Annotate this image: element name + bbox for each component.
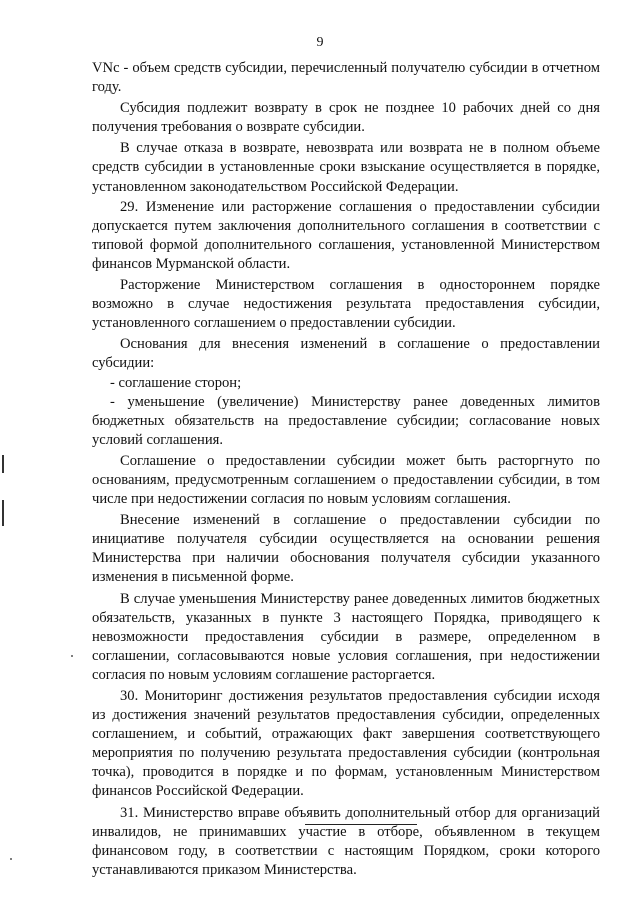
paragraph-limits-reduction: В случае уменьшения Министерству ранее доведенных лимитов бюджетных обязательств, указанных в пункте 3 настоящего Порядка, приводящего к невозможности предоставления субсидии в размере, определенном в соглашении, согласовываются новые условия соглашения, при недостижении согласия по новым условиям соглашение расторгается. <box>92 590 600 683</box>
paragraph-vnc-definition: VNc - объем средств субсидии, перечисленный получателю субсидии в отчетном году. <box>92 60 600 96</box>
paragraph-grounds-for-changes: Основания для внесения изменений в соглашение о предоставлении субсидии: <box>92 336 600 372</box>
scan-speck <box>71 655 73 657</box>
paragraph-recipient-initiative: Внесение изменений в соглашение о предоставлении субсидии по инициативе получателя субсидии осуществляется на основании решения Министерства при наличии обоснования получателя субсидии указанного изменения в письменной форме. <box>92 512 600 586</box>
paragraph-refund-deadline: Субсидия подлежит возврату в срок не позднее 10 рабочих дней со дня получения требования о возврате субсидии. <box>92 100 600 136</box>
paragraph-clause-29: 29. Изменение или расторжение соглашения о предоставлении субсидии допускается путем заключения дополнительного соглашения в соответствии с типовой формой дополнительного соглашения, установленной Министерством финансов Мурманской области. <box>92 198 600 272</box>
scan-margin-mark <box>2 455 4 473</box>
paragraph-clause-31: 31. Министерство вправе объявить дополнительный отбор для организаций инвалидов, не принимавших участие в отборе, объявленном в текущем финансовом году, в соответствии с настоящим Порядком, сроки которого устанавливаются приказом Министерства. <box>92 804 600 878</box>
paragraph-refund-refusal: В случае отказа в возврате, невозврата или возврата не в полном объеме средств субсидии в установленные сроки взыскание осуществляется в порядке, установленном законодательством Российской Федерации. <box>92 140 600 195</box>
end-separator-line <box>305 824 417 825</box>
page-number: 9 <box>316 35 324 50</box>
paragraph-unilateral-termination: Расторжение Министерством соглашения в одностороннем порядке возможно в случае недостижения результата предоставления субсидии, установленного соглашением о предоставлении субсидии. <box>92 277 600 332</box>
list-item-parties-agreement: - соглашение сторон; <box>110 374 242 391</box>
paragraph-clause-30: 30. Мониторинг достижения результатов предоставления субсидии исходя из достижения значений результатов предоставления субсидии, определенных соглашением, и событий, отражающих факт завершения соответствующего мероприятия по получению результата предоставления субсидии (контрольная точка), проводится в порядке и по формам, установленным Министерством финансов Российской Федерации. <box>92 688 600 800</box>
list-item-limits-change: - уменьшение (увеличение) Министерству ранее доведенных лимитов бюджетных обязательств на предоставление субсидии; согласование новых условий соглашения. <box>92 393 600 448</box>
scan-margin-mark <box>2 500 4 526</box>
document-body <box>92 59 600 880</box>
paragraph-termination-grounds: Соглашение о предоставлении субсидии может быть расторгнуто по основаниям, предусмотренным соглашением о предоставлении субсидии, в том числе при недостижении согласия по новым условиям соглашения. <box>92 452 600 508</box>
scan-speck <box>10 858 12 860</box>
